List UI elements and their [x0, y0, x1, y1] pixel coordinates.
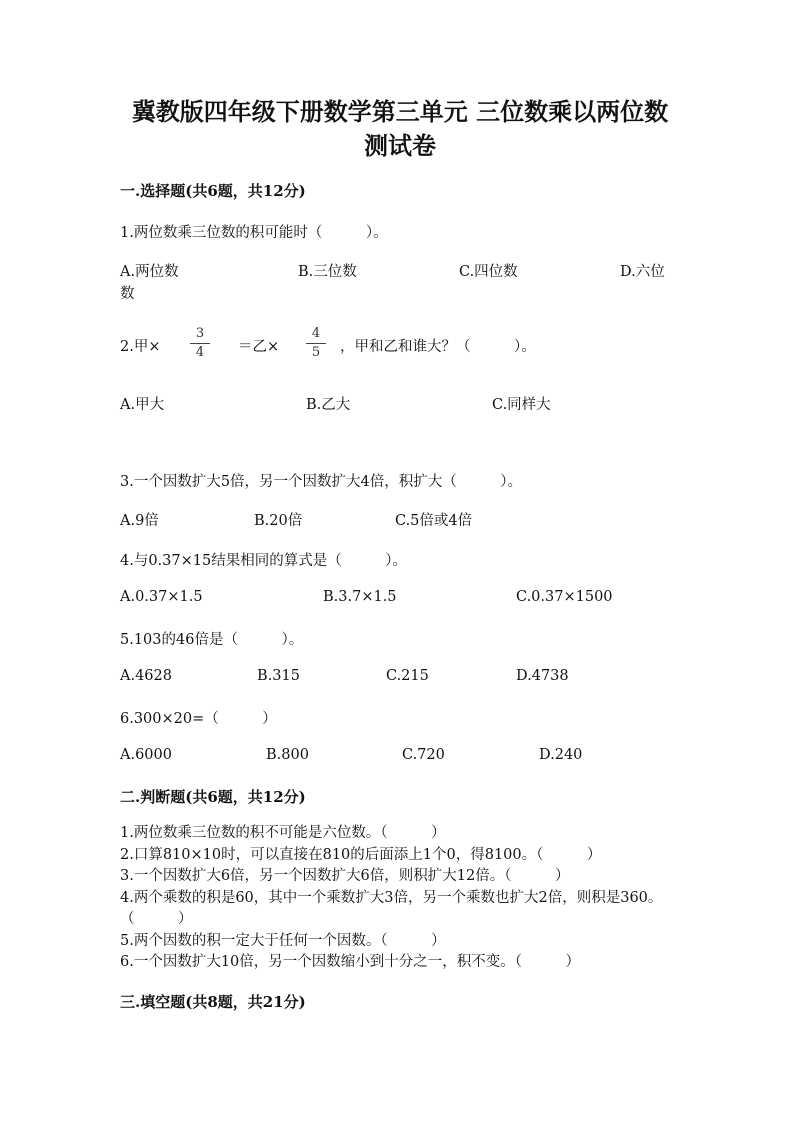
true-false-item: 1.两位数乘三位数的积不可能是六位数。（ ）	[120, 825, 446, 841]
true-false-item: 6.一个因数扩大10倍，另一个因数缩小到十分之一，积不变。（ ）	[120, 954, 581, 970]
true-false-item: 5.两个因数的积一定大于任何一个因数。（ ）	[120, 932, 446, 949]
question-6-option-d: D.240	[539, 747, 583, 763]
fraction-2-denominator: 5	[311, 345, 321, 360]
question-3-option-b: B.20倍	[254, 513, 303, 529]
question-2-fraction-2	[306, 326, 326, 361]
section-heading-fill-blank: 三.填空题(共8题，共21分)	[120, 993, 306, 1011]
question-3-option-c: C.5倍或4倍	[395, 513, 473, 529]
true-false-item: 3.一个因数扩大6倍，另一个因数扩大6倍，则积扩大12倍。（ ）	[120, 868, 570, 884]
question-1-option-d-wrap: 数	[120, 286, 135, 302]
question-2-option-a: A.甲大	[120, 397, 165, 413]
question-5-option-c: C.215	[386, 668, 429, 684]
question-5-option-a: A.4628	[120, 668, 172, 684]
question-6-option-b: B.800	[266, 747, 309, 763]
question-1-option-c: C.四位数	[459, 264, 518, 280]
question-4-option-a: A.0.37×1.5	[120, 589, 203, 605]
question-1: 1.两位数乘三位数的积可能时（ ）。	[120, 225, 388, 241]
fraction-1-numerator: 3	[195, 326, 205, 341]
question-2-fraction-1	[190, 326, 210, 361]
question-2-prefix: 2.甲×	[120, 339, 161, 355]
question-4: 4.与0.37×15结果相同的算式是（ ）。	[120, 553, 407, 569]
true-false-list	[120, 823, 690, 974]
question-5: 5.103的46倍是（ ）。	[120, 632, 304, 648]
question-5-option-d: D.4738	[516, 668, 569, 684]
section-heading-true-false: 二.判断题(共6题，共12分)	[120, 788, 306, 806]
fraction-1-denominator: 4	[195, 345, 205, 360]
question-1-option-d: D.六位	[620, 264, 665, 280]
fraction-2-bar	[306, 343, 326, 344]
question-2-suffix: ，甲和乙和谁大？（ ）。	[340, 339, 536, 355]
fraction-1-bar	[190, 343, 210, 344]
question-6-option-c: C.720	[402, 747, 445, 763]
true-false-item: 2.口算810×10时，可以直接在810的后面添上1个0，得8100。（ ）	[120, 846, 602, 863]
question-2-mid: ＝乙×	[238, 339, 280, 355]
question-2-option-b: B.乙大	[306, 397, 351, 413]
fraction-2-numerator: 4	[311, 326, 321, 341]
question-2-option-c: C.同样大	[492, 397, 551, 413]
true-false-item: 4.两个乘数的积是60，其中一个乘数扩大3倍，另一个乘数也扩大2倍，则积是360。（ ）	[120, 889, 663, 927]
question-1-option-a: A.两位数	[120, 264, 179, 280]
question-4-option-b: B.3.7×1.5	[323, 589, 397, 605]
page-title-line2: 测试卷	[364, 131, 436, 160]
question-1-option-b: B.三位数	[298, 264, 357, 280]
question-6-option-a: A.6000	[120, 747, 172, 763]
question-3: 3.一个因数扩大5倍，另一个因数扩大4倍，积扩大（ ）。	[120, 474, 523, 490]
question-6: 6.300×20=（ ）	[120, 711, 277, 727]
question-5-option-b: B.315	[257, 668, 300, 684]
section-heading-choice: 一.选择题(共6题，共12分)	[120, 182, 306, 200]
question-3-option-a: A.9倍	[120, 513, 159, 529]
question-4-option-c: C.0.37×1500	[516, 589, 613, 605]
page-title-line1: 冀教版四年级下册数学第三单元 三位数乘以两位数	[131, 97, 669, 126]
